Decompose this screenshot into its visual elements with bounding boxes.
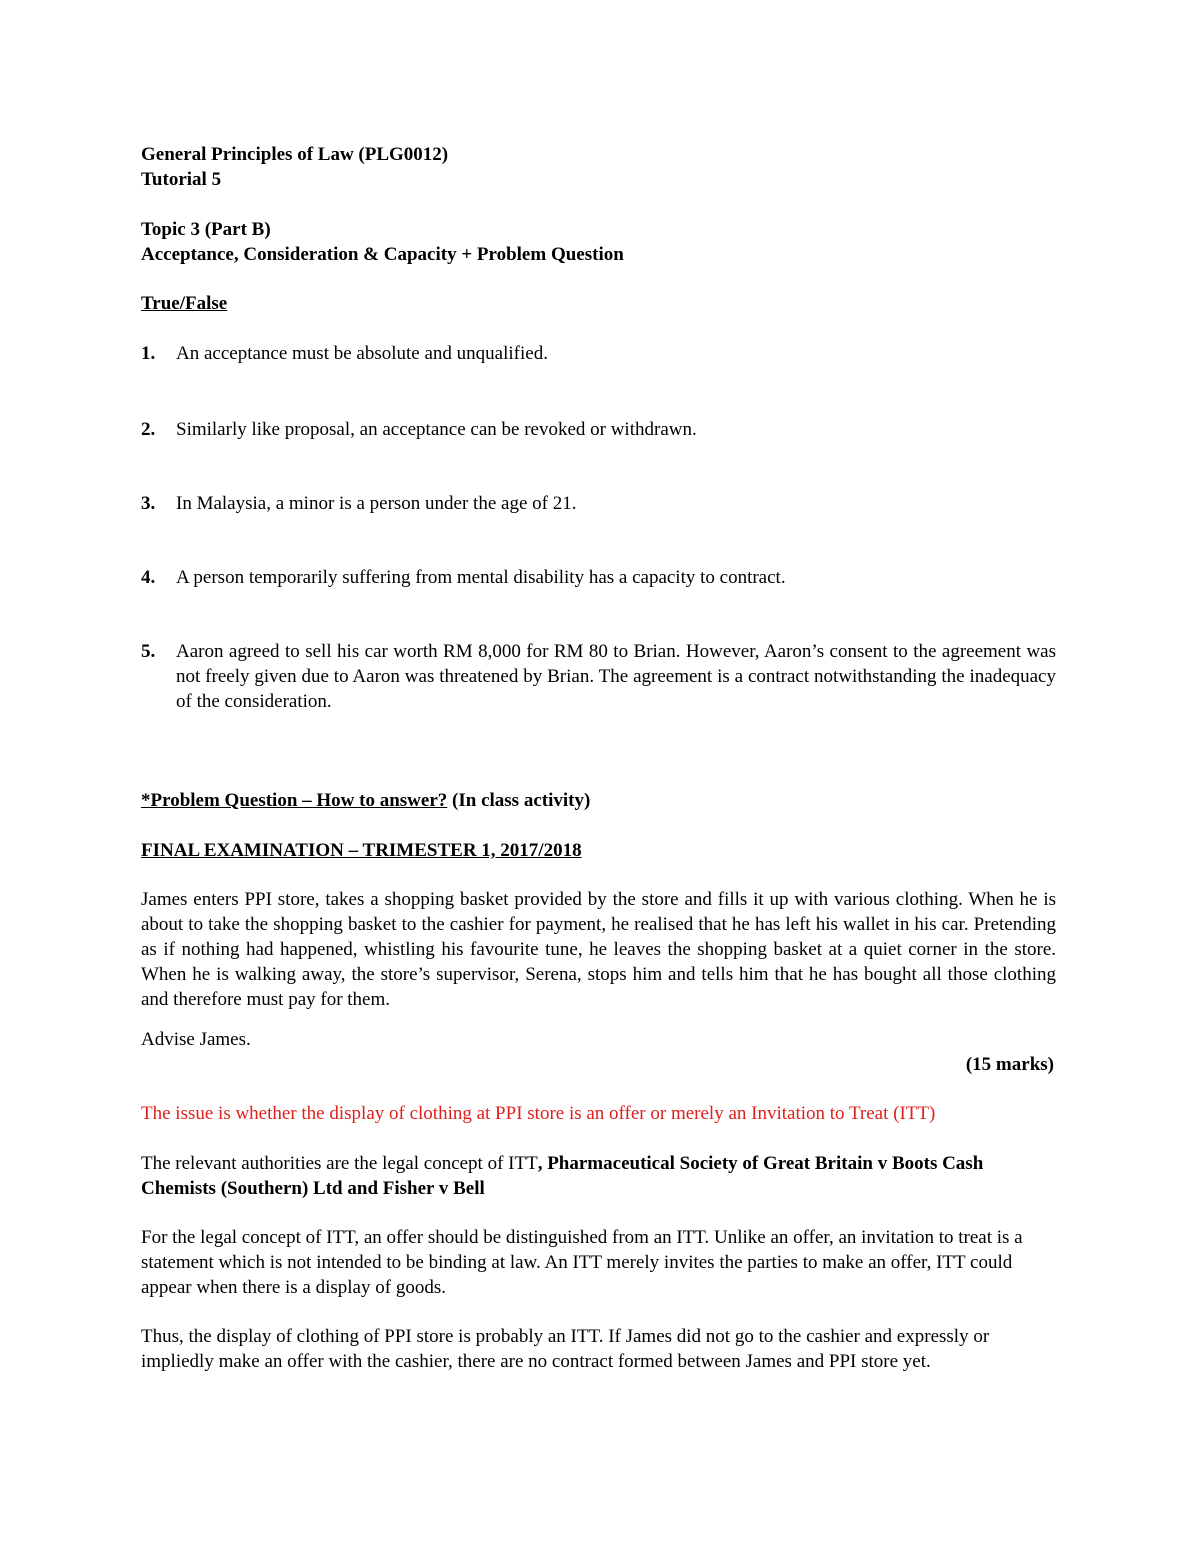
question-number: 4. <box>141 567 156 588</box>
question-number: 1. <box>141 343 156 364</box>
issue-statement: The issue is whether the display of clothing at PPI store is an offer or merely an Invitation to Treat (ITT) <box>141 1103 936 1124</box>
authorities-cases: , Pharmaceutical Society of Great Britain v Boots Cash Chemists (Southern) Ltd and Fisher v Bell <box>141 1153 984 1199</box>
problem-heading-rest: (In class activity) <box>447 790 591 811</box>
problem-heading-underlined: *Problem Question – How to answer? <box>141 790 448 811</box>
question-text: Aaron agreed to sell his car worth RM 8,000 for RM 80 to Brian. However, Aaron’s consent to the agreement was not freely given due to Aaron was threatened by Brian. The agreement is a contract notwithstanding the inadequacy of the consideration. <box>176 641 1056 712</box>
scenario-paragraph: James enters PPI store, takes a shopping basket provided by the store and fills it up with various clothing. When he is about to take the shopping basket to the cashier for payment, he realised that he has left his wallet in his car. Pretending as if nothing had happened, whistling his favourite tune, he leaves the shopping basket at a quiet corner in the store. When he is walking away, the store’s supervisor, Serena, stops him and tells him that he has bought all those clothing and therefore must pay for them. <box>141 889 1056 1010</box>
course-title: General Principles of Law (PLG0012) <box>141 144 449 165</box>
question-text: A person temporarily suffering from mental disability has a capacity to contract. <box>176 567 786 588</box>
authorities-paragraph <box>141 1151 1056 1201</box>
topic-label: Topic 3 (Part B) <box>141 219 271 240</box>
instruction-text: Advise James. <box>141 1029 251 1050</box>
exam-heading: FINAL EXAMINATION – TRIMESTER 1, 2017/2018 <box>141 840 582 861</box>
tutorial-label: Tutorial 5 <box>141 169 222 190</box>
concept-paragraph: For the legal concept of ITT, an offer should be distinguished from an ITT. Unlike an offer, an invitation to treat is a statement which is not intended to be binding at law. An ITT merely invites the parties to make an offer, ITT could appear when there is a display of goods. <box>141 1227 1023 1298</box>
topic-subtitle: Acceptance, Consideration & Capacity + Problem Question <box>141 244 624 265</box>
question-number: 5. <box>141 641 156 662</box>
question-text: An acceptance must be absolute and unqualified. <box>176 343 548 364</box>
problem-heading <box>141 788 1056 813</box>
authorities-prefix: The relevant authorities are the legal concept of ITT <box>141 1153 538 1174</box>
marks-label: (15 marks) <box>965 1054 1054 1075</box>
conclusion-paragraph: Thus, the display of clothing of PPI store is probably an ITT. If James did not go to the cashier and expressly or impliedly make an offer with the cashier, there are no contract formed between James and PPI store yet. <box>141 1326 990 1372</box>
question-text: Similarly like proposal, an acceptance can be revoked or withdrawn. <box>176 419 697 440</box>
question-text: In Malaysia, a minor is a person under the age of 21. <box>176 493 577 514</box>
truefalse-heading: True/False <box>141 293 228 314</box>
question-number: 2. <box>141 419 156 440</box>
question-number: 3. <box>141 493 156 514</box>
